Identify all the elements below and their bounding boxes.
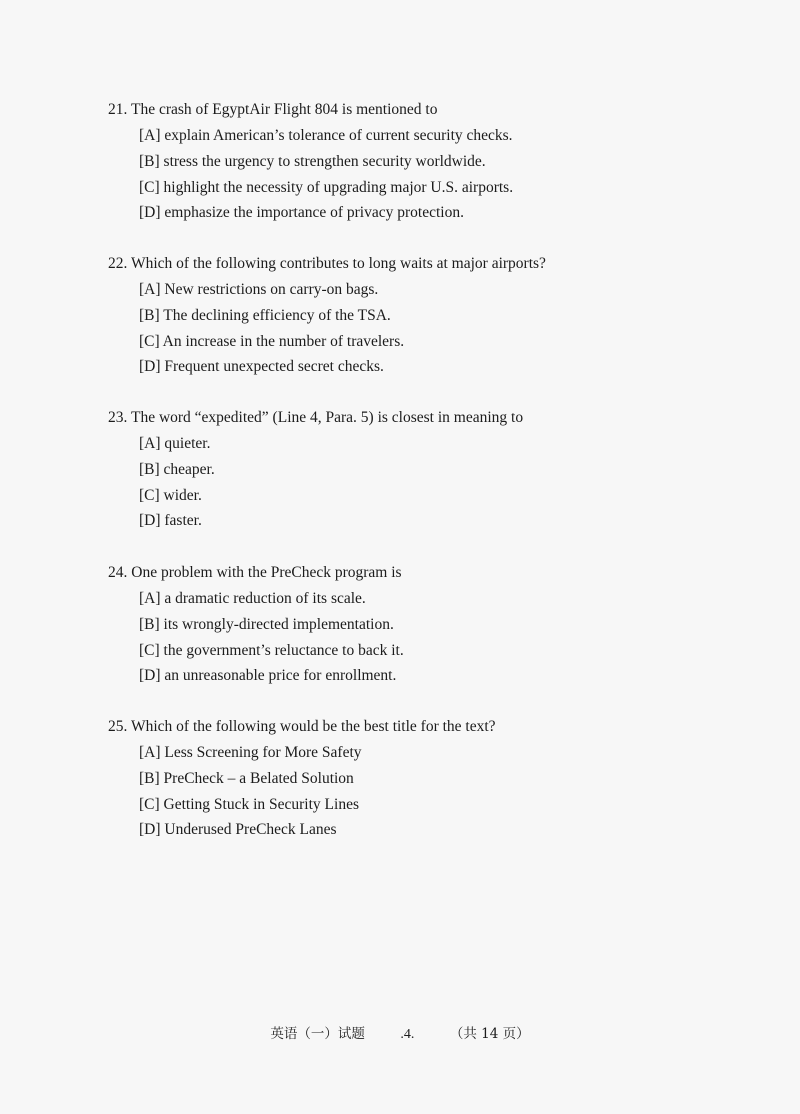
option-c: [C] wider. <box>139 486 202 504</box>
option-c: [C] An increase in the number of travelers. <box>139 332 405 350</box>
option-b: [B] PreCheck – a Belated Solution <box>139 769 354 787</box>
option-d: [D] an unreasonable price for enrollment. <box>139 667 397 685</box>
option-b: [B] The declining efficiency of the TSA. <box>139 306 391 324</box>
option-d: [D] faster. <box>139 512 202 530</box>
option-b: [B] its wrongly-directed implementation. <box>139 615 394 633</box>
question-stem: 21. The crash of EgyptAir Flight 804 is mentioned to <box>108 101 438 118</box>
question-stem: 24. One problem with the PreCheck program is <box>108 564 402 581</box>
page-footer <box>0 1024 800 1045</box>
question-stem: 22. Which of the following contributes to long waits at major airports? <box>108 255 546 272</box>
option-d: [D] Underused PreCheck Lanes <box>139 821 337 839</box>
footer-total-pages: （共 14 页） <box>449 1026 530 1042</box>
question-23 <box>108 405 748 534</box>
question-22 <box>108 251 748 380</box>
option-a: [A] explain American’s tolerance of current security checks. <box>139 127 513 144</box>
option-c: [C] the government’s reluctance to back it. <box>139 641 404 659</box>
question-21 <box>108 97 748 226</box>
option-d: [D] emphasize the importance of privacy protection. <box>139 204 464 222</box>
option-d: [D] Frequent unexpected secret checks. <box>139 358 384 376</box>
question-24 <box>108 560 748 689</box>
option-c: [C] highlight the necessity of upgrading major U.S. airports. <box>139 178 514 196</box>
option-a: [A] Less Screening for More Safety <box>139 744 362 761</box>
option-a: [A] a dramatic reduction of its scale. <box>139 590 366 607</box>
question-25 <box>108 714 748 843</box>
question-stem: 23. The word “expedited” (Line 4, Para. 5) is closest in meaning to <box>108 409 524 426</box>
option-b: [B] cheaper. <box>139 460 215 478</box>
footer-page-number: .4. <box>400 1027 415 1042</box>
option-b: [B] stress the urgency to strengthen security worldwide. <box>139 152 486 170</box>
footer-subject: 英语（一）试题 <box>270 1026 365 1042</box>
question-stem: 25. Which of the following would be the best title for the text? <box>108 718 496 735</box>
option-c: [C] Getting Stuck in Security Lines <box>139 795 359 813</box>
option-a: [A] quieter. <box>139 435 211 452</box>
option-a: [A] New restrictions on carry-on bags. <box>139 281 379 298</box>
